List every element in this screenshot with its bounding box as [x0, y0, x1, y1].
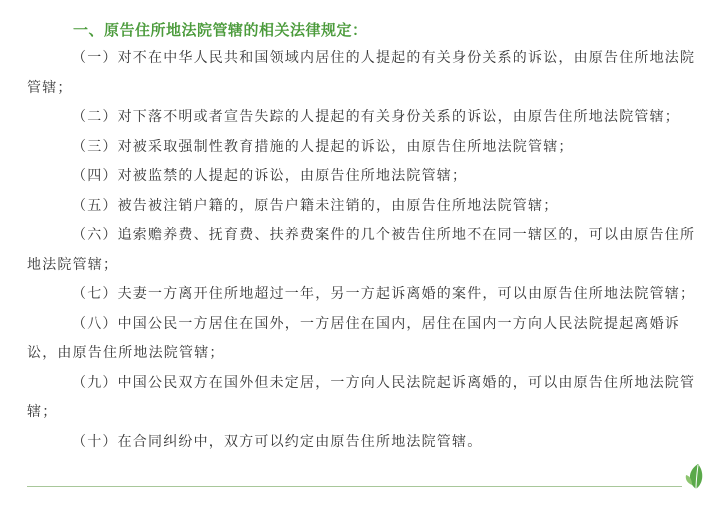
clause-10: （十）在合同纠纷中，双方可以约定由原告住所地法院管辖。 — [72, 433, 483, 450]
clause-1: （一）对不在中华人民共和国领域内居住的人提起的有关身份关系的诉讼，由原告住所地法院管辖； — [27, 50, 696, 96]
clause-list — [27, 44, 699, 457]
footer-divider — [27, 486, 682, 487]
clause-6: （六）追索赡养费、抚育费、扶养费案件的几个被告住所地不在同一辖区的，可以由原告住所地法院管辖； — [27, 227, 696, 273]
clause-2: （二）对下落不明或者宣告失踪的人提起的有关身份关系的诉讼，由原告住所地法院管辖； — [72, 109, 680, 125]
clause-3: （三）对被采取强制性教育措施的人提起的诉讼，由原告住所地法院管辖； — [72, 138, 574, 155]
clause-9: （九）中国公民双方在国外但未定居，一方向人民法院起诉离婚的，可以由原告住所地法院管辖； — [27, 374, 696, 420]
clause-7: （七）夫妻一方离开住所地超过一年，另一方起诉离婚的案件，可以由原告住所地法院管辖； — [72, 286, 696, 302]
clause-4: （四）对被监禁的人提起的诉讼，由原告住所地法院管辖； — [72, 168, 468, 184]
leaf-icon — [684, 461, 708, 491]
section-heading: 一、原告住所地法院管辖的相关法律规定： — [73, 21, 368, 39]
clause-5: （五）被告被注销户籍的，原告户籍未注销的，由原告住所地法院管辖； — [72, 197, 559, 214]
clause-8: （八）中国公民一方居住在国外，一方居住在国内，居住在国内一方向人民法院提起离婚诉讼，由原告住所地法院管辖； — [27, 315, 680, 361]
